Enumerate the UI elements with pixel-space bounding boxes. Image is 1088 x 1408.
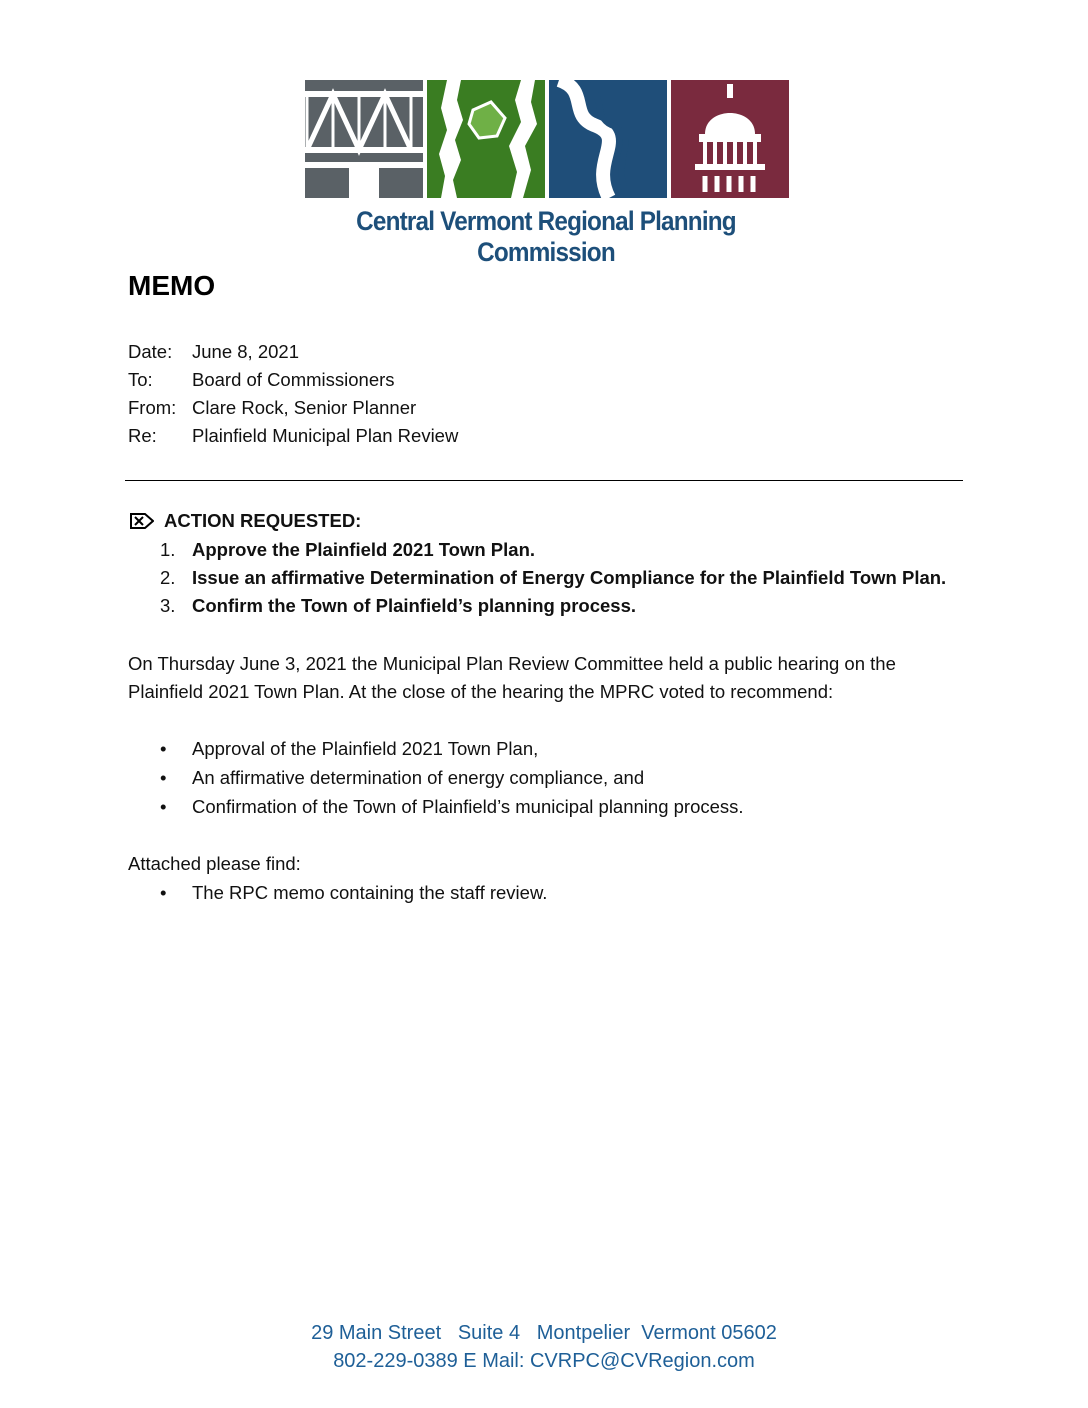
action-heading <box>130 510 361 532</box>
header-divider <box>125 480 963 481</box>
bullet <box>160 763 192 792</box>
attached-label: Attached please find: <box>128 853 301 874</box>
list-number: 1. <box>160 539 176 560</box>
list-text: Approve the Plainfield 2021 Town Plan. <box>192 539 536 560</box>
header-label: Re: <box>128 425 157 446</box>
header-label: Date: <box>128 341 173 362</box>
header-to <box>128 366 395 394</box>
vermont-map-icon <box>427 80 545 198</box>
list-item <box>160 792 744 821</box>
list-text: Confirmation of the Town of Plainfield’s municipal planning process. <box>192 796 744 817</box>
header-re <box>128 422 458 450</box>
list-item <box>160 734 744 763</box>
organization-name: Central Vermont Regional Planning Commission <box>356 206 736 267</box>
list-item <box>160 763 744 792</box>
header-date <box>128 338 299 366</box>
list-item <box>160 536 946 564</box>
header-label: From: <box>128 397 177 418</box>
bullet <box>160 878 192 907</box>
letterhead-logo <box>305 80 787 200</box>
list-text: Issue an affirmative Determination of Energy Compliance for the Plainfield Town Plan. <box>192 567 947 588</box>
list-text: Approval of the Plainfield 2021 Town Plan, <box>192 738 539 759</box>
bridge-icon <box>305 80 423 198</box>
header-value: Plainfield Municipal Plan Review <box>192 425 459 446</box>
body-paragraph: On Thursday June 3, 2021 the Municipal Plan Review Committee held a public hearing on the Plainfield 2021 Town Plan. At the close of the hearing the MPRC voted to recommend: <box>128 653 896 702</box>
list-text: Confirm the Town of Plainfield’s planning process. <box>192 595 637 616</box>
list-item <box>160 564 946 592</box>
header-value: Board of Commissioners <box>192 369 395 390</box>
footer-address: 29 Main Street Suite 4 Montpelier Vermont 05602 <box>311 1322 777 1344</box>
footer-contact: 802-229-0389 E Mail: CVRPC@CVRegion.com <box>333 1350 755 1372</box>
memo-title: MEMO <box>128 270 216 301</box>
action-heading-label: ACTION REQUESTED: <box>164 510 362 531</box>
bullet <box>160 792 192 821</box>
list-text: The RPC memo containing the staff review. <box>192 882 548 903</box>
recommendation-list <box>160 734 744 821</box>
header-value: Clare Rock, Senior Planner <box>192 397 417 418</box>
header-value: June 8, 2021 <box>192 341 299 362</box>
header-from <box>128 394 416 422</box>
action-list <box>160 536 946 620</box>
list-number: 3. <box>160 595 176 616</box>
attachment-list <box>160 878 547 907</box>
river-icon <box>549 80 667 198</box>
list-number: 2. <box>160 567 176 588</box>
bullet <box>160 734 192 763</box>
list-text: An affirmative determination of energy compliance, and <box>192 767 645 788</box>
checkbox-arrow-icon <box>130 513 154 529</box>
list-item <box>160 592 946 620</box>
capitol-dome-icon <box>671 80 789 198</box>
header-label: To: <box>128 369 153 390</box>
list-item <box>160 878 547 907</box>
